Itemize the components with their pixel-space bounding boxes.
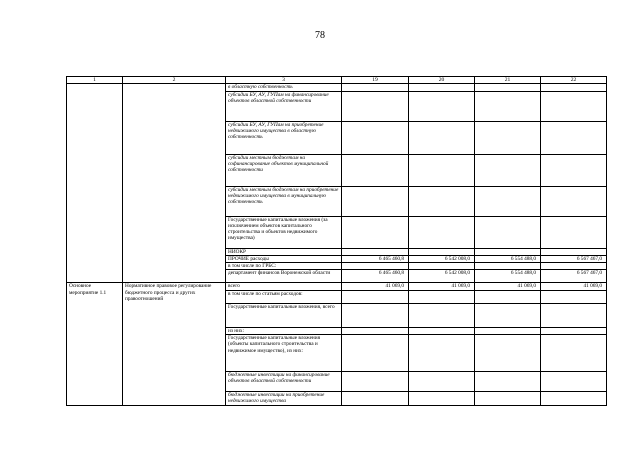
header-cell: 19: [342, 77, 409, 84]
value-cell: [342, 248, 409, 255]
header-cell: 2: [123, 77, 226, 84]
value-cell: [409, 121, 475, 154]
expense-item-cell: Государственные капитальные вложения (объекты капитального строительства и недвижимое имущество), из них:: [226, 335, 342, 372]
table-row: [67, 84, 607, 91]
value-cell: [342, 91, 409, 121]
value-cell: 6 567 467,0: [541, 270, 607, 283]
value-cell: 41 069,0: [342, 283, 409, 290]
expense-item-cell: в том числе по статьям расходов:: [226, 290, 342, 303]
value-cell: 6 465 460,8: [342, 255, 409, 262]
value-cell: [342, 335, 409, 372]
value-cell: 41 069,0: [541, 283, 607, 290]
value-cell: [541, 290, 607, 303]
value-cell: [342, 327, 409, 334]
value-cell: [409, 91, 475, 121]
page-number: 78: [315, 30, 325, 41]
value-cell: [541, 372, 607, 392]
value-cell: [475, 290, 541, 303]
expense-item-cell: субсидии местным бюджетам на приобретение недвижимого имущества в муниципальную собственность: [226, 186, 342, 216]
value-cell: [409, 216, 475, 248]
value-cell: [541, 84, 607, 91]
expense-item-cell: НИОКР: [226, 248, 342, 255]
value-cell: [541, 91, 607, 121]
value-cell: 6 542 008,0: [409, 255, 475, 262]
value-cell: [342, 392, 409, 406]
value-cell: [541, 263, 607, 270]
value-cell: [409, 154, 475, 186]
value-cell: [475, 392, 541, 406]
value-cell: 6 542 008,0: [409, 270, 475, 283]
value-cell: 6 567 467,0: [541, 255, 607, 262]
value-cell: [409, 84, 475, 91]
header-cell: 22: [541, 77, 607, 84]
expense-item-cell: в том числе по ГРБС:: [226, 263, 342, 270]
value-cell: [342, 186, 409, 216]
expense-item-cell: бюджетные инвестиции на финансирование объектов областной собственности: [226, 372, 342, 392]
description-cell: Нормативное правовое регулирование бюджетного процесса и других правоотношений: [123, 283, 226, 406]
value-cell: [409, 327, 475, 334]
value-cell: [342, 303, 409, 327]
header-cell: 1: [67, 77, 123, 84]
value-cell: 6 554 488,0: [475, 255, 541, 262]
header-cell: 20: [409, 77, 475, 84]
expense-item-cell: всего: [226, 283, 342, 290]
value-cell: [541, 327, 607, 334]
expense-item-cell: ПРОЧИЕ расходы: [226, 255, 342, 262]
value-cell: 41 069,0: [475, 283, 541, 290]
value-cell: [409, 248, 475, 255]
value-cell: [342, 154, 409, 186]
value-cell: [541, 335, 607, 372]
value-cell: [409, 263, 475, 270]
value-cell: [342, 84, 409, 91]
value-cell: [475, 216, 541, 248]
table-body: [67, 77, 607, 406]
expense-item-cell: из них:: [226, 327, 342, 334]
value-cell: [409, 290, 475, 303]
value-cell: [541, 216, 607, 248]
measure-cell: Основное мероприятие 1.1: [67, 283, 123, 406]
expense-item-cell: в областную собственность: [226, 84, 342, 91]
value-cell: 41 069,0: [409, 283, 475, 290]
value-cell: [342, 263, 409, 270]
value-cell: [541, 186, 607, 216]
value-cell: [475, 154, 541, 186]
value-cell: [541, 154, 607, 186]
value-cell: [475, 84, 541, 91]
header-cell: 21: [475, 77, 541, 84]
expense-item-cell: департамент финансов Воронежской области: [226, 270, 342, 283]
expense-item-cell: бюджетные инвестиции на приобретение недвижимого имущества: [226, 392, 342, 406]
value-cell: [409, 186, 475, 216]
value-cell: [475, 372, 541, 392]
expense-item-cell: субсидии БУ, АУ, ГУПам на финансирование объектов областной собственности: [226, 91, 342, 121]
measure-cell: [67, 84, 123, 283]
value-cell: [342, 216, 409, 248]
expense-item-cell: субсидии БУ, АУ, ГУПам на приобретение недвижимого имущества в областную собственность: [226, 121, 342, 154]
header-cell: 3: [226, 77, 342, 84]
value-cell: [475, 91, 541, 121]
value-cell: 6 554 488,0: [475, 270, 541, 283]
expense-item-cell: Государственные капитальные вложения (за исключением объектов капитального строительства и объектов недвижимого имущества): [226, 216, 342, 248]
value-cell: [409, 335, 475, 372]
value-cell: [475, 335, 541, 372]
value-cell: 6 465 460,8: [342, 270, 409, 283]
value-cell: [475, 327, 541, 334]
value-cell: [409, 303, 475, 327]
value-cell: [475, 263, 541, 270]
value-cell: [409, 372, 475, 392]
value-cell: [475, 186, 541, 216]
expense-item-cell: субсидии местным бюджетам на софинансирование объектов муниципальной собственности: [226, 154, 342, 186]
description-cell: [123, 84, 226, 283]
value-cell: [541, 392, 607, 406]
value-cell: [475, 248, 541, 255]
budget-table: [66, 76, 607, 406]
value-cell: [342, 290, 409, 303]
value-cell: [342, 372, 409, 392]
value-cell: [342, 121, 409, 154]
value-cell: [475, 121, 541, 154]
expense-item-cell: Государственные капитальные вложения, всего: [226, 303, 342, 327]
value-cell: [541, 248, 607, 255]
value-cell: [541, 121, 607, 154]
value-cell: [409, 392, 475, 406]
header-row: [67, 77, 607, 84]
value-cell: [475, 303, 541, 327]
table-row: [67, 283, 607, 290]
value-cell: [541, 303, 607, 327]
